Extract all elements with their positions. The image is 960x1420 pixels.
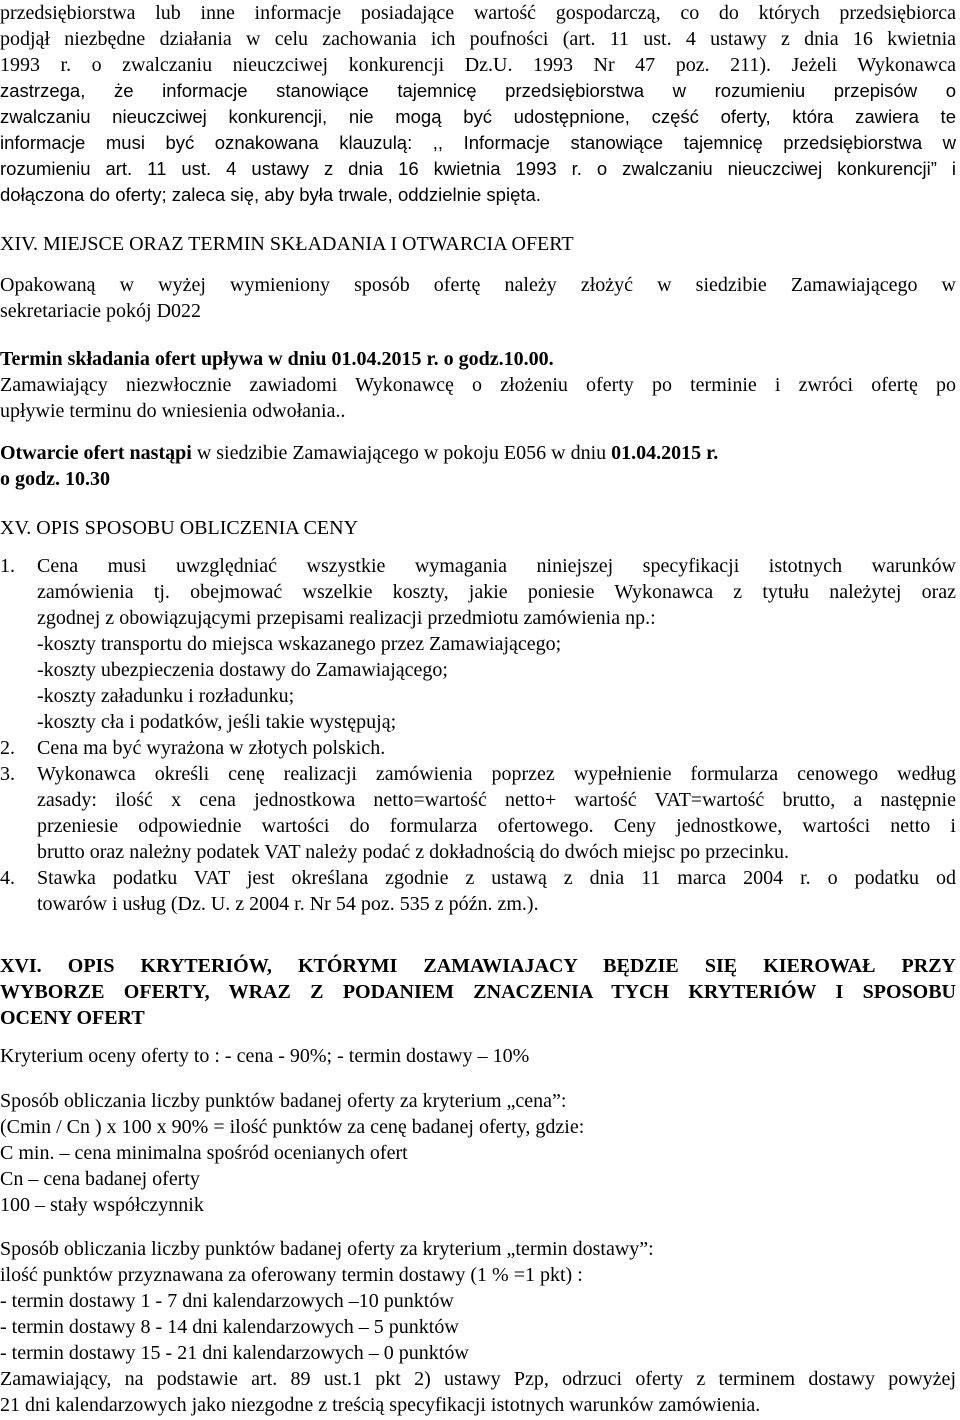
- text-line: towarów i usług (Dz. U. z 2004 r. Nr 54 poz. 535 z późn. zm.).: [37, 893, 539, 915]
- text-line: zasady: ilość x cena jednostkowa netto=wartość netto+ wartość VAT=wartość brutto, a następnie: [37, 789, 956, 811]
- section-heading-xvi: XVI. OPIS KRYTERIÓW, KTÓRYMI ZAMAWIAJACY BĘDZIE SIĘ KIEROWAŁ PRZY: [0, 955, 956, 977]
- text-line: 21 dni kalendarzowych jako niezgodne z treścią specyfikacji istotnych warunków zamówienia.: [0, 1394, 761, 1416]
- text-line: Cena ma być wyrażona w złotych polskich.: [37, 737, 386, 759]
- delivery-tier: - termin dostawy 1 - 7 dni kalendarzowych –10 punktów: [0, 1290, 454, 1312]
- section-heading-xvi: OCENY OFERT: [0, 1007, 145, 1029]
- cost-item: -koszty cła i podatków, jeśli takie występują;: [37, 711, 397, 733]
- cost-item: -koszty ubezpieczenia dostawy do Zamawiającego;: [37, 659, 448, 681]
- text-line: 100 – stały współczynnik: [0, 1194, 204, 1216]
- item-number: 3.: [0, 763, 15, 785]
- criteria-line: Kryterium oceny oferty to : - cena - 90%; - termin dostawy – 10%: [0, 1045, 530, 1067]
- opening-info: [0, 442, 718, 465]
- item-number: 2.: [0, 737, 15, 759]
- text-line: dołączona do oferty; zaleca się, aby była trwale, oddzielnie spięta.: [0, 184, 541, 205]
- delivery-tier: - termin dostawy 8 - 14 dni kalendarzowych – 5 punktów: [0, 1316, 459, 1338]
- text-line: przeniesie odpowiednie wartości do formularza ofertowego. Ceny jednostkowe, wartości netto i: [37, 815, 956, 837]
- text-line: Sposób obliczania liczby punktów badanej oferty za kryterium „cena”:: [0, 1090, 567, 1112]
- text-line: upływie terminu do wniesienia odwołania..: [0, 400, 346, 422]
- cost-item: -koszty załadunku i rozładunku;: [37, 685, 295, 707]
- text-line: ilość punktów przyznawana za oferowany termin dostawy (1 % =1 pkt) :: [0, 1264, 583, 1286]
- text-line: zastrzega, że informacje stanowiące tajemnicę przedsiębiorstwa w rozumieniu przepisów o: [0, 80, 956, 101]
- text-line: zgodnej z obowiązującymi przepisami realizacji przedmiotu zamówienia np.:: [37, 607, 656, 629]
- opening-label: Otwarcie ofert nastąpi: [0, 442, 192, 464]
- text-line: sekretariacie pokój D022: [0, 300, 202, 322]
- section-heading-xv: XV. OPIS SPOSOBU OBLICZENIA CENY: [0, 517, 359, 539]
- text-line: 1993 r. o zwalczaniu nieuczciwej konkurencji Dz.U. 1993 Nr 47 poz. 211). Jeżeli Wykonawca: [0, 54, 956, 76]
- section-heading-xvi: WYBORZE OFERTY, WRAZ Z PODANIEM ZNACZENIA TYCH KRYTERIÓW I SPOSOBU: [0, 981, 956, 1003]
- text-line: Opakowaną w wyżej wymieniony sposób ofertę należy złożyć w siedzibie Zamawiającego w: [0, 274, 956, 296]
- text-line: Cn – cena badanej oferty: [0, 1168, 200, 1190]
- text-line: Wykonawca określi cenę realizacji zamówienia poprzez wypełnienie formularza cenowego według: [37, 763, 956, 785]
- delivery-tier: - termin dostawy 15 - 21 dni kalendarzowych – 0 punktów: [0, 1342, 469, 1364]
- price-formula: (Cmin / Cn ) x 100 x 90% = ilość punktów za cenę badanej oferty, gdzie:: [0, 1116, 585, 1138]
- opening-time: o godz. 10.30: [0, 468, 110, 490]
- text-line: Zamawiający, na podstawie art. 89 ust.1 pkt 2) ustawy Pzp, odrzuci oferty z terminem dostawy powyżej: [0, 1368, 956, 1390]
- opening-date: 01.04.2015 r.: [611, 442, 719, 464]
- item-number: 1.: [0, 555, 15, 577]
- item-number: 4.: [0, 867, 15, 889]
- text-line: Stawka podatku VAT jest określana zgodnie z ustawą z dnia 11 marca 2004 r. o podatku od: [37, 867, 956, 889]
- submission-deadline: Termin składania ofert upływa w dniu 01.04.2015 r. o godz.10.00.: [0, 348, 554, 370]
- cost-item: -koszty transportu do miejsca wskazanego przez Zamawiającego;: [37, 633, 562, 655]
- text-line: Cena musi uwzględniać wszystkie wymagania niniejszej specyfikacji istotnych warunków: [37, 555, 956, 577]
- text-line: podjął niezbędne działania w celu zachowania ich poufności (art. 11 ust. 4 ustawy z dnia 16 kwietnia: [0, 28, 956, 50]
- text-line: zwalczaniu nieuczciwej konkurencji, nie mogą być udostępnione, część oferty, która zawiera te: [0, 106, 956, 127]
- text-line: Sposób obliczania liczby punktów badanej oferty za kryterium „termin dostawy”:: [0, 1238, 654, 1260]
- text-line: informacje musi być oznakowana klauzulą: ,, Informacje stanowiące tajemnicę przedsiębiorstwa w: [0, 132, 956, 153]
- text-line: Zamawiający niezwłocznie zawiadomi Wykonawcę o złożeniu oferty po terminie i zwróci ofertę po: [0, 374, 956, 396]
- text-line: przedsiębiorstwa lub inne informacje posiadające wartość gospodarczą, co do których przedsiębiorca: [0, 2, 956, 24]
- text-line: C min. – cena minimalna spośród ocenianych ofert: [0, 1142, 408, 1164]
- text-line: rozumieniu art. 11 ust. 4 ustawy z dnia 16 kwietnia 1993 r. o zwalczaniu nieuczciwej konkurencji” i: [0, 158, 956, 179]
- text-line: brutto oraz należny podatek VAT należy podać z dokładnością do dwóch miejsc po przecinku.: [37, 841, 789, 863]
- opening-location: w siedzibie Zamawiającego w pokoju E056 w dniu: [191, 442, 612, 464]
- section-heading-xiv: XIV. MIEJSCE ORAZ TERMIN SKŁADANIA I OTWARCIA OFERT: [0, 233, 574, 255]
- text-line: zamówienia tj. obejmować wszelkie koszty, jakie poniesie Wykonawca z tytułu należytej oraz: [37, 581, 956, 603]
